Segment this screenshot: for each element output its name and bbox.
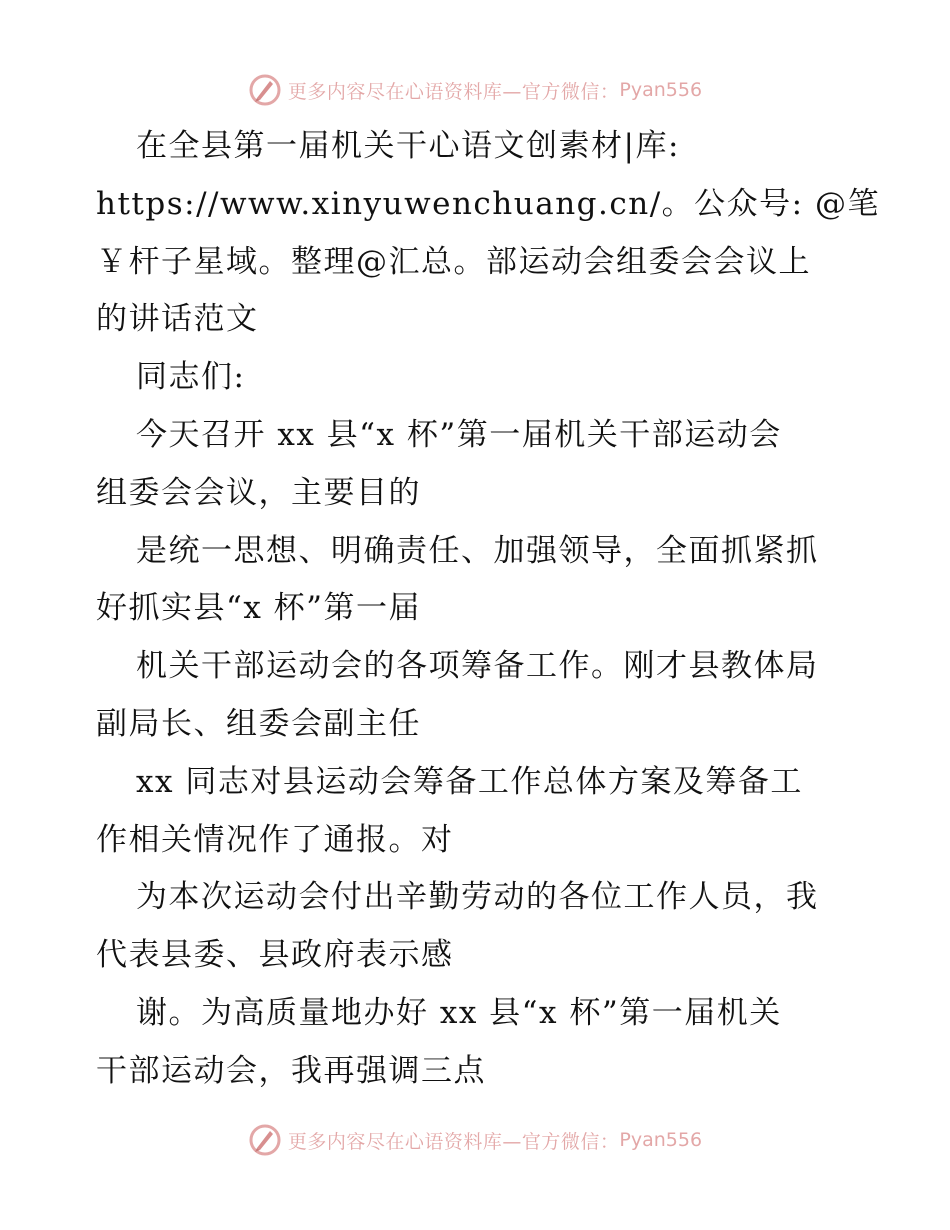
- text-line: 今天召开 xx 县“x 杯”第一届机关干部运动会: [136, 416, 782, 453]
- text-line: 是统一思想、明确责任、加强领导，全面抓紧抓: [136, 532, 819, 569]
- text-line: 的讲话范文: [96, 301, 259, 338]
- text-line: 代表县委、县政府表示感: [96, 937, 454, 974]
- text-line: 副局长、组委会副主任: [96, 705, 421, 742]
- quill-pen-logo-icon: [248, 1123, 282, 1157]
- text-line: ￥杆子星域。整理@汇总。部运动会组委会会议上: [96, 243, 811, 280]
- watermark-text: 更多内容尽在心语资料库—官方微信：: [287, 80, 620, 103]
- watermark-wechat-id: Pyan556: [619, 79, 703, 101]
- watermark-wechat-id: Pyan556: [619, 1129, 703, 1151]
- watermark-text: 更多内容尽在心语资料库—官方微信：: [287, 1130, 620, 1153]
- text-line: https://www.xinyuwenchuang.cn/。公众号: @笔: [96, 185, 880, 222]
- quill-pen-logo-icon: [248, 73, 282, 107]
- text-line: 机关干部运动会的各项筹备工作。刚才县教体局: [136, 648, 819, 685]
- text-line: 在全县第一届机关干心语文创素材|库:: [136, 128, 680, 164]
- text-line: 干部运动会，我再强调三点: [96, 1052, 486, 1089]
- text-line: 谢。为高质量地办好 xx 县“x 杯”第一届机关: [136, 994, 782, 1031]
- text-line: xx 同志对县运动会筹备工作总体方案及筹备工: [136, 763, 803, 800]
- document-body: [96, 118, 880, 1101]
- text-line: 为本次运动会付出辛勤劳动的各位工作人员，我: [136, 879, 819, 916]
- text-line: 好抓实县“x 杯”第一届: [96, 590, 422, 627]
- text-line: 组委会会议，主要目的: [96, 474, 421, 511]
- watermark-footer: [0, 1120, 950, 1160]
- text-line: 同志们:: [136, 359, 246, 396]
- text-line: 作相关情况作了通报。对: [96, 821, 454, 858]
- watermark-header: [0, 70, 950, 110]
